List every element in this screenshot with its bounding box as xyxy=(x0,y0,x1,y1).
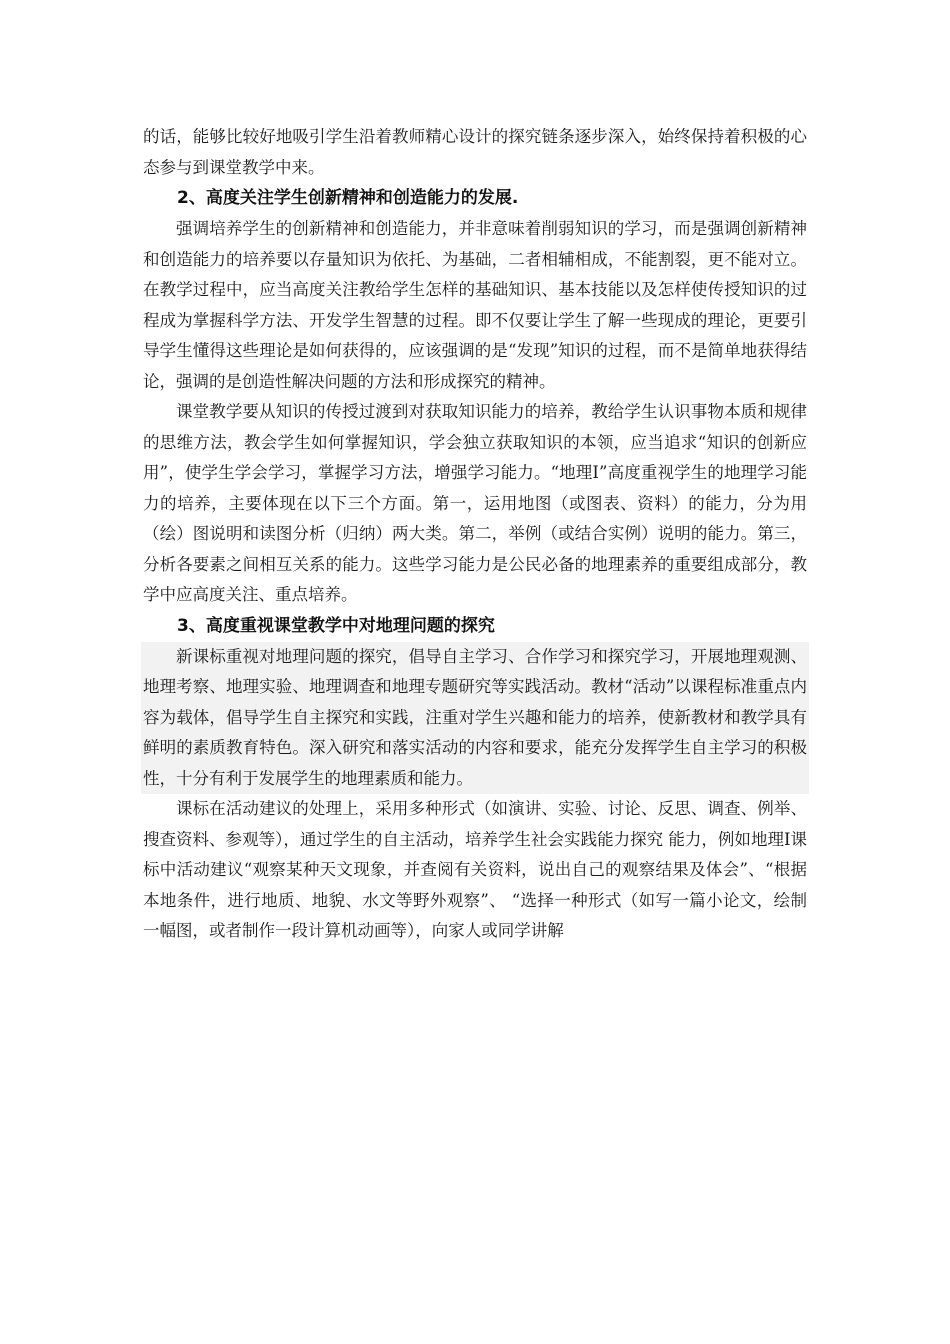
paragraph-activity-suggestions: 课标在活动建议的处理上，采用多种形式（如演讲、实验、讨论、反思、调查、例举、搜查资料、参观等），通过学生的自主活动，培养学生社会实践能力探究 能力，例如地理Ⅰ课标中活动建议“观察某种天文现象，并查阅有关资料，说出自己的观察结果及体会”、“根据本地条件，进行地质、地貌、水文等野外观察”、 “选择一种形式（如写一篇小论文，绘制一幅图，或者制作一段计算机动画等），向家人或同学讲解 xyxy=(143,799,807,940)
document-body xyxy=(143,122,807,947)
paragraph-learning-ability: 课堂教学要从知识的传授过渡到对获取知识能力的培养，教给学生认识事物本质和规律的思维方法，教会学生如何掌握知识，学会独立获取知识的本领，应当追求“知识的创新应用”，使学生学会学习，掌握学习方法，增强学习能力。“地理Ⅰ”高度重视学生的地理学习能力的培养，主要体现在以下三个方面。第一，运用地图（或图表、资料）的能力，分为用（绘）图说明和读图分析（归纳）两大类。第二，举例（或结合实例）说明的能力。第三，分析各要素之间相互关系的能力。这些学习能力是公民必备的地理素养的重要组成部分，教学中应高度关注、重点培养。 xyxy=(143,402,807,604)
paragraph-inquiry-shaded: 新课标重视对地理问题的探究，倡导自主学习、合作学习和探究学习，开展地理观测、地理考察、地理实验、地理调查和地理专题研究等实践活动。教材“活动”以课程标准重点内容为载体，倡导学生自主探究和实践，注重对学生兴趣和能力的培养，使新教材和教学具有鲜明的素质教育特色。深入研究和落实活动的内容和要求，能充分发挥学生自主学习的积极性，十分有利于发展学生的地理素质和能力。 xyxy=(141,642,809,795)
section-heading-2: 2、高度关注学生创新精神和创造能力的发展. xyxy=(177,188,519,208)
paragraph-innovation: 强调培养学生的创新精神和创造能力，并非意味着削弱知识的学习，而是强调创新精神和创造能力的培养要以存量知识为依托、为基础，二者相辅相成，不能割裂，更不能对立。在教学过程中，应当高度关注教给学生怎样的基础知识、基本技能以及怎样使传授知识的过程成为掌握科学方法、开发学生智慧的过程。即不仅要让学生了解一些现成的理论，更要引导学生懂得这些理论是如何获得的，应该强调的是“发现”知识的过程，而不是简单地获得结论，强调的是创造性解决问题的方法和形成探究的精神。 xyxy=(143,219,807,391)
paragraph-continued: 的话，能够比较好地吸引学生沿着教师精心设计的探究链条逐步深入，始终保持着积极的心态参与到课堂教学中来。 xyxy=(143,127,807,177)
section-heading-3: 3、高度重视课堂教学中对地理问题的探究 xyxy=(177,615,495,636)
